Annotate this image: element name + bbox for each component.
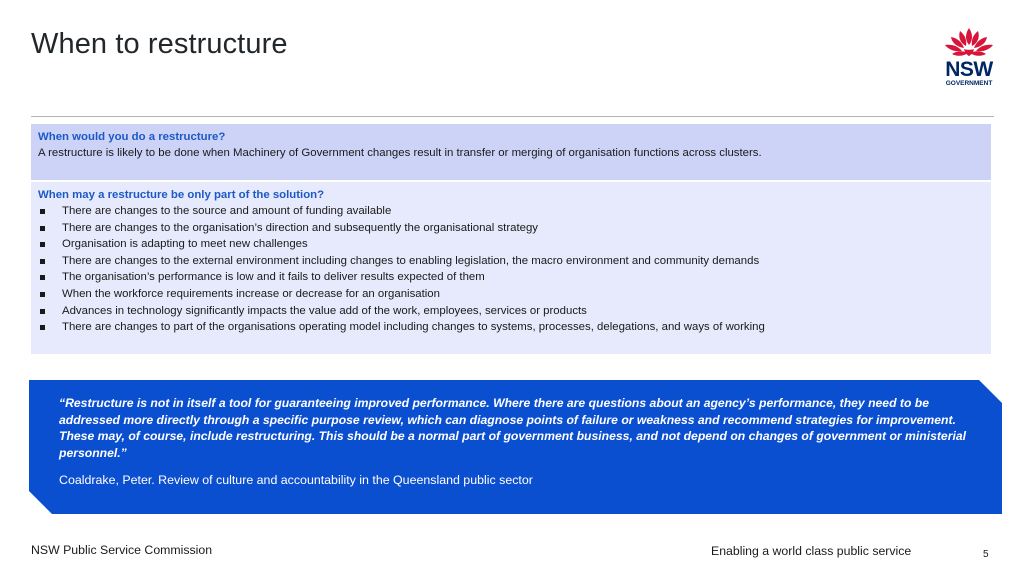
list-item-text: There are changes to the external environment including changes to enabling legislation, the macro environment and community demands (62, 254, 760, 267)
waratah-flower-icon (942, 26, 996, 60)
page-number: 5 (983, 549, 989, 560)
restructure-heading: When would you do a restructure? (38, 131, 226, 143)
bullet-icon (40, 259, 45, 264)
partial-solution-list (38, 203, 983, 336)
partial-solution-section (31, 182, 991, 354)
list-item-text: There are changes to the source and amount of funding available (62, 205, 392, 217)
bullet-icon (40, 226, 45, 231)
restructure-body: A restructure is likely to be done when Machinery of Government changes result in transfer or merging of organisation functions across clusters. (38, 147, 762, 159)
page-title: When to restructure (31, 28, 288, 60)
quote-source: Coaldrake, Peter. Review of culture and accountability in the Queensland public sector (59, 473, 533, 487)
partial-solution-heading: When may a restructure be only part of the solution? (38, 189, 325, 201)
logo-primary-text: NSW (945, 58, 993, 81)
nsw-government-logo (938, 26, 1000, 90)
bullet-icon (40, 242, 45, 247)
header-divider (31, 116, 994, 117)
list-item-text: When the workforce requirements increase or decrease for an organisation (62, 287, 440, 300)
list-item (38, 269, 983, 286)
bullet-icon (40, 209, 45, 214)
quote-text: “Restructure is not in itself a tool for guaranteeing improved performance. Where there are questions about an agency’s performance, they need to be addressed more directly through a specific purpose review, which can diagnose points of failure or weakness and recommend strategies for improvement. These may, of course, include restructuring. This should be a normal part of government business, and not depend on changes of government or ministerial personnel.” (59, 396, 966, 460)
list-item (38, 203, 983, 220)
restructure-section (31, 124, 991, 180)
quote-panel (29, 380, 1002, 514)
list-item (38, 220, 983, 237)
list-item (38, 286, 983, 303)
footer-tagline: Enabling a world class public service (711, 544, 912, 558)
list-item-text: There are changes to the organisation’s direction and subsequently the organisational strategy (62, 221, 538, 234)
logo-secondary-text: GOVERNMENT (945, 80, 993, 87)
list-item-text: Advances in technology significantly impacts the value add of the work, employees, services or products (62, 304, 587, 317)
list-item (38, 303, 983, 320)
list-item-text: The organisation’s performance is low and it fails to deliver results expected of them (62, 271, 485, 284)
list-item-text: There are changes to part of the organisations operating model including changes to systems, processes, delegations, and ways of working (62, 321, 765, 334)
bullet-icon (40, 309, 45, 314)
list-item (38, 236, 983, 253)
list-item (38, 319, 983, 336)
list-item-text: Organisation is adapting to meet new challenges (62, 238, 308, 251)
bullet-icon (40, 325, 45, 330)
bullet-icon (40, 292, 45, 297)
footer-organisation: NSW Public Service Commission (31, 543, 213, 557)
bullet-icon (40, 275, 45, 280)
list-item (38, 253, 983, 270)
